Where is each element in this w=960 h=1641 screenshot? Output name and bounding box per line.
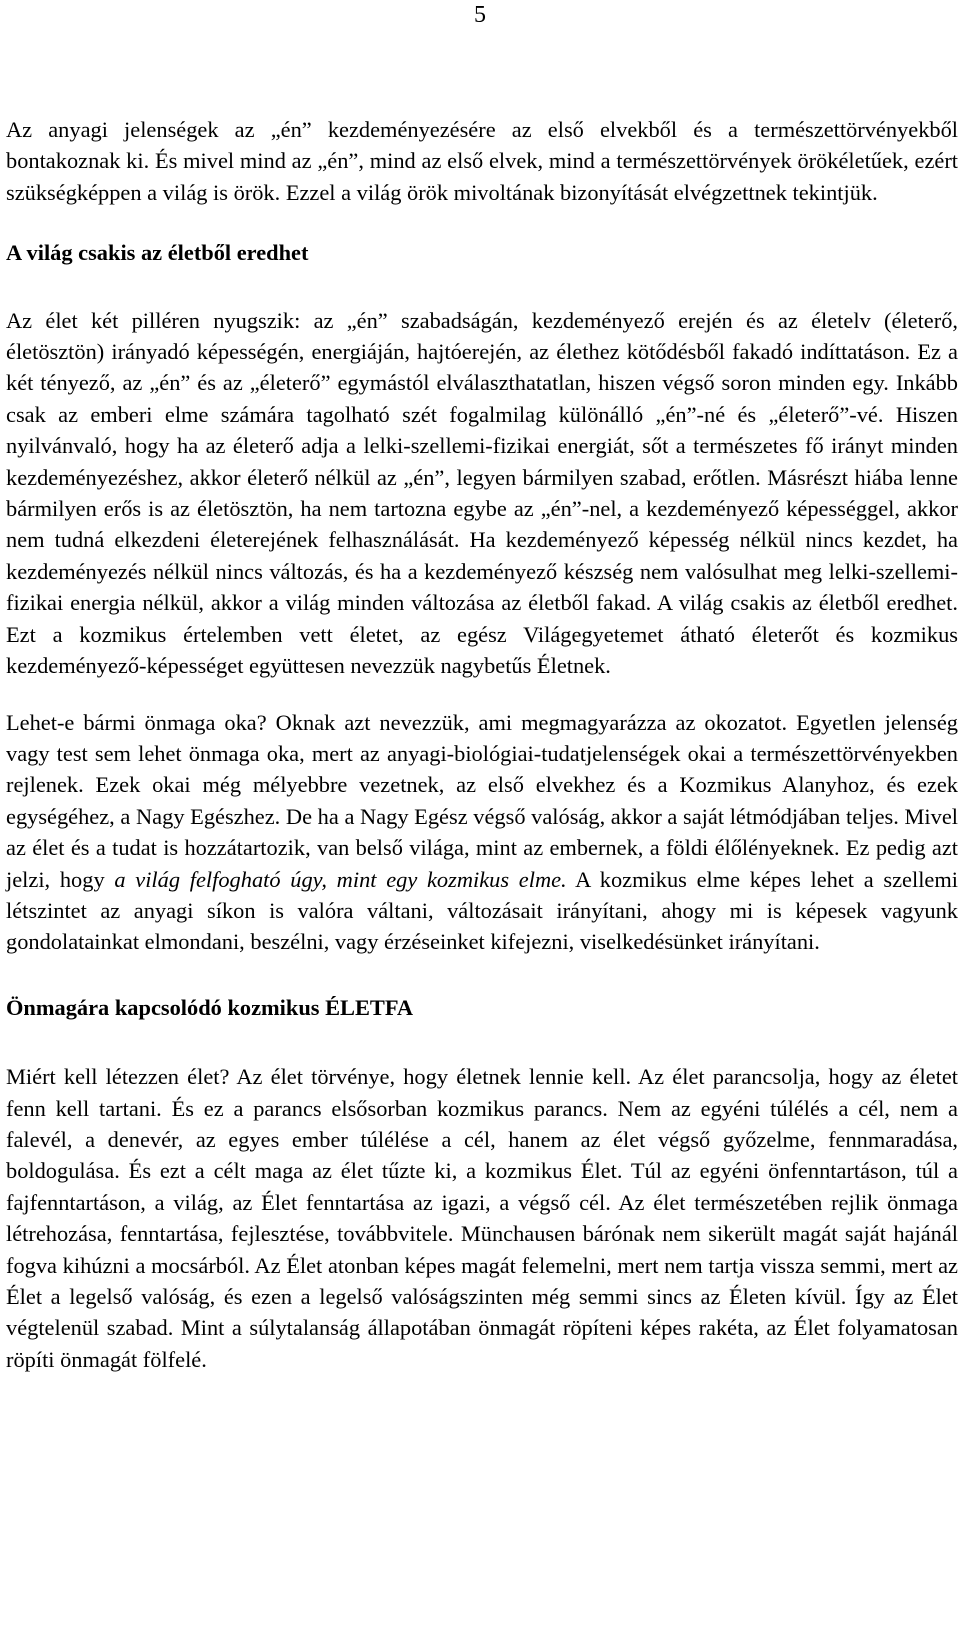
paragraph-self-cause xyxy=(6,707,958,958)
section-heading-tree-of-life: Önmagára kapcsolódó kozmikus ÉLETFA xyxy=(6,994,414,1020)
paragraph-world-eternity: Az anyagi jelenségek az „én” kezdeményezésére az első elvekből és a természettörvényekből bontakoznak ki. És mivel mind az „én”, mind az első elvek, mind a természettörvények örökéletűek, ezért szükségképpen a világ is örök. Ezzel a világ örök mivoltának bizonyítását elvégzettnek tekintjük. xyxy=(6,117,958,205)
spacer xyxy=(6,682,958,707)
paragraph-why-life: Miért kell létezzen élet? Az élet törvénye, hogy életnek lennie kell. Az élet parancsolja, hogy az életet fenn kell tartani. És ez a parancs elsősorban kozmikus parancs. Nem az egyéni túlélés a cél, nem a falevél, a denevér, az egyes ember túlélése a cél, hanem az élet végső győzelme, fennmaradása, boldogulása. És ezt a célt maga az élet tűzte ki, a kozmikus Élet. Túl az egyéni önfenntartáson, túl a fajfenntartáson, a világ, az Élet fenntartása az igazi, a végső cél. Az élet természetében rejlik önmaga létrehozása, fenntartása, fejlesztése, továbbvitele. Münchausen bárónak nem sikerült magát saját hajánál fogva kihúzni a mocsárból. Az Élet atonban képes magát felemelni, mert nem tartja vissza semmi, mert az Élet a legelső valóság, és ezen a legelső valóságszinten még semmi sincs az Életen kívül. Így az Élet végtelenül szabad. Mint a súlytalanság állapotában önmagát röpíteni képes rakéta, az Élet folyamatosan röpíti önmagát fölfelé. xyxy=(6,1064,958,1372)
spacer xyxy=(6,208,958,237)
paragraph-two-pillars: Az élet két pilléren nyugszik: az „én” szabadságán, kezdeményező erején és az életelv (életerő, életösztön) irányadó képességén, energiáján, hajtóerején, az élethez kötődésből fakadó indíttatáson. Ez a két tényező, az „én” és az „életerő” egymástól elválaszthatatlan, hiszen végső soron minden egy. Inkább csak az emberi elme számára tagolható szét fogalmilag különálló „én”-né és „életerő”-vé. Hiszen nyilvánvaló, hogy ha az életerő adja a lelki-szellemi-fizikai energiát, sőt a természetes fő irányt minden kezdeményezéshez, akkor életerő nélkül az „én”, legyen bármilyen szabad, erőtlen. Másrészt hiába lenne bármilyen erős is az életösztön, ha nem tartozna egybe az „én”-nel, a kezdeményező képességgel, akkor nem tudná elkezdeni életerejének felhasználását. Ha kezdeményező képesség nélkül nincs kezdet, ha kezdeményezés nélkül nincs változás, és ha a kezdeményező készség nem valósulhat meg lelki-szellemi-fizikai energia nélkül, akkor a világ minden változása az életből fakad. A világ csakis az életből eredhet. Ezt a kozmikus értelemben vett életet, az egész Világegyetemet átható életerőt és kozmikus kezdeményező-képességet együttesen nevezzük nagybetűs Életnek. xyxy=(6,307,958,679)
cosmic-mind-emphasis: a világ felfogható úgy, mint egy kozmikus elme. xyxy=(114,866,567,892)
page-number: 5 xyxy=(474,2,486,28)
paragraph-self-cause-text-a: Lehet-e bármi önmaga oka? Oknak azt nevezzük, ami megmagyarázza az okozatot. Egyetlen jelenség vagy test sem lehet önmaga oka, mert az anyagi-biológiai-tudatjelenségek okai a természettörvényekben rejlenek. Ezek okai még mélyebbre vezetnek, az első elvekhez és a Kozmikus Alanyhoz, és ezek egységéhez, a Nagy Egészhez. De ha a Nagy Egész végső valóság, akkor a saját létmódjában teljes. Mivel az élet és a tudat is hozzátartozik, van belső világa, mint az embernek, a földi élőlényeknek. Ez pedig azt jelzi, hogy xyxy=(6,709,958,892)
paragraph-self-cause-text-b: A kozmikus elme képes lehet a szellemi létszintet az anyagi síkon is valóra váltani, változásait irányítani, ahogy mi is képesek vagyunk gondolatainkat elmondani, beszélni, vagy érzéseinket kifejezni, viselkedésünket irányítani. xyxy=(6,866,958,955)
spacer xyxy=(6,1023,958,1061)
section-heading-world-from-life: A világ csakis az életből eredhet xyxy=(6,240,309,266)
document-body xyxy=(6,114,958,1375)
spacer xyxy=(6,958,958,992)
spacer xyxy=(6,269,958,305)
